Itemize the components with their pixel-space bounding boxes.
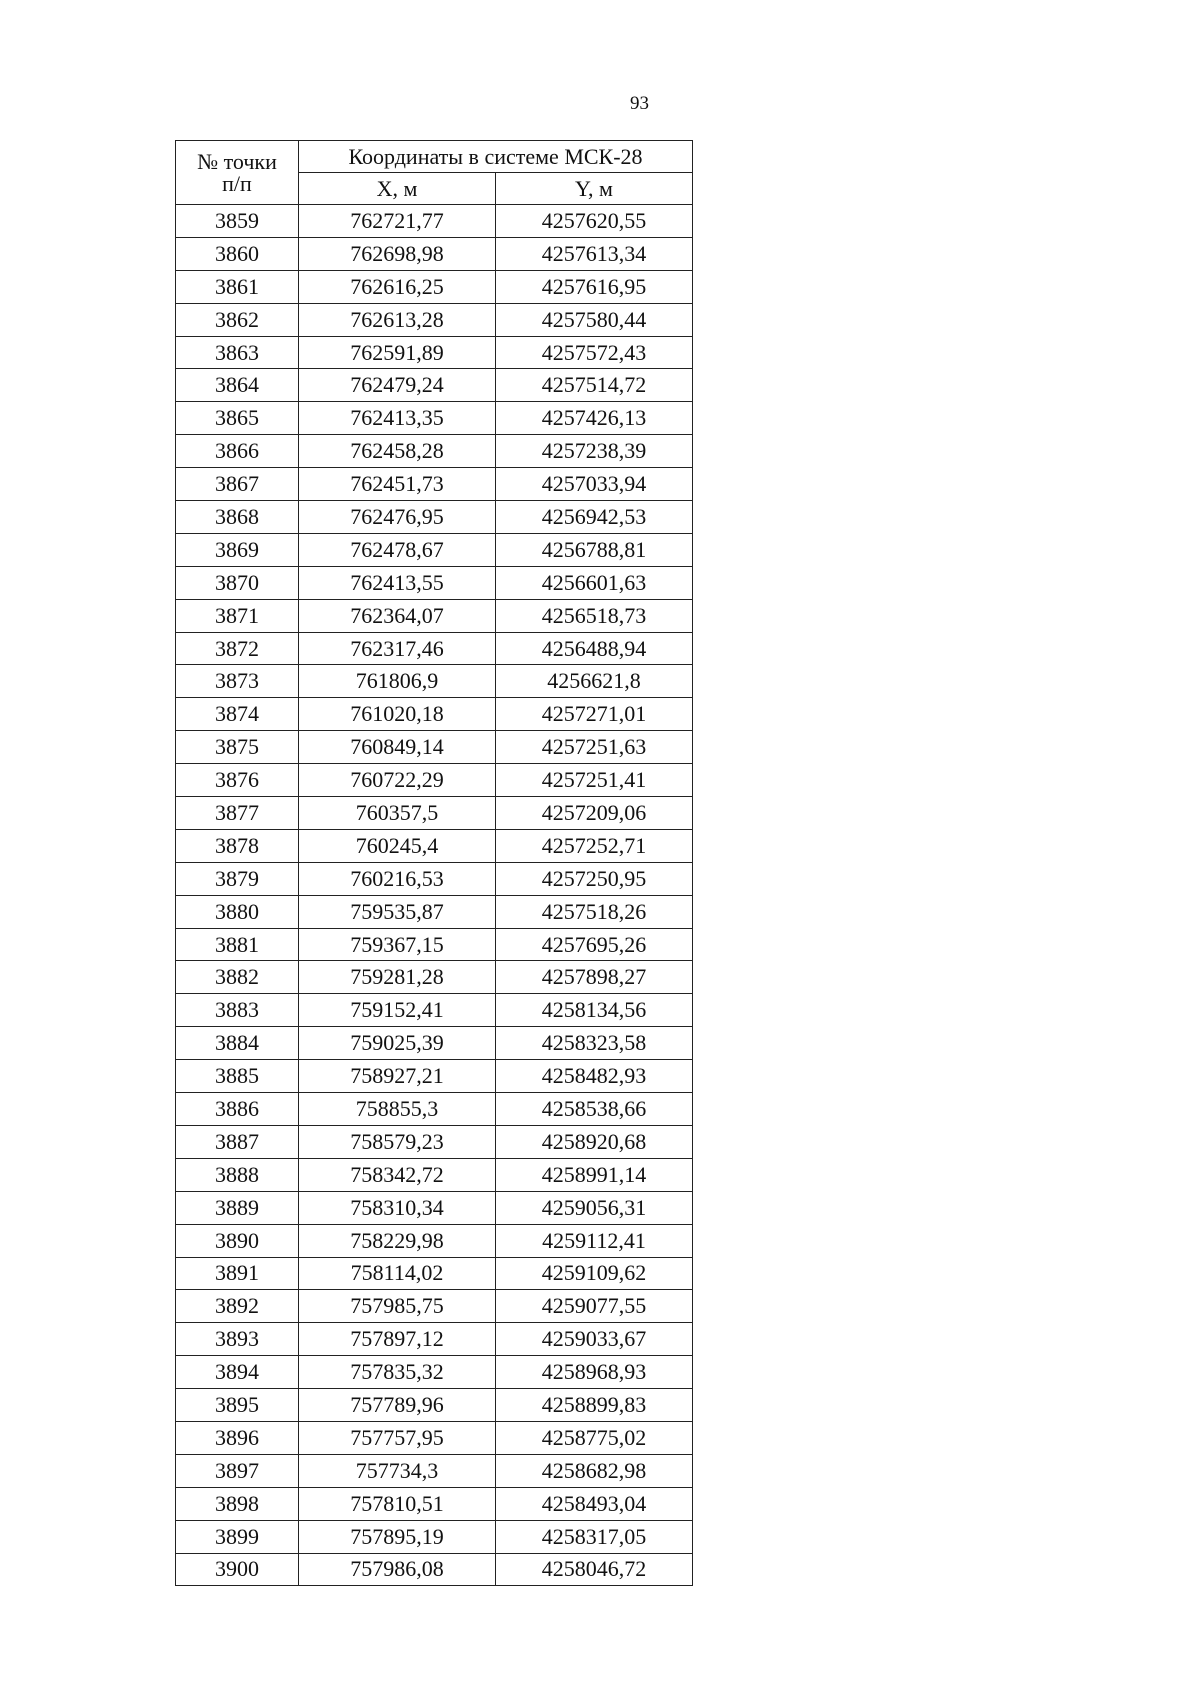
cell-point-number: 3879 — [176, 862, 299, 895]
cell-y: 4256601,63 — [496, 566, 693, 599]
table-row — [176, 1454, 693, 1487]
cell-x: 757734,3 — [299, 1454, 496, 1487]
table-row — [176, 303, 693, 336]
cell-point-number: 3872 — [176, 632, 299, 665]
table-row — [176, 1553, 693, 1586]
header-point-number — [176, 141, 299, 205]
table-row — [176, 237, 693, 270]
cell-x: 759367,15 — [299, 928, 496, 961]
cell-y: 4257695,26 — [496, 928, 693, 961]
cell-point-number: 3894 — [176, 1356, 299, 1389]
table-row — [176, 797, 693, 830]
cell-x: 757895,19 — [299, 1520, 496, 1553]
cell-x: 757985,75 — [299, 1290, 496, 1323]
table-row — [176, 468, 693, 501]
cell-x: 762479,24 — [299, 369, 496, 402]
table-row — [176, 1487, 693, 1520]
cell-y: 4258682,98 — [496, 1454, 693, 1487]
cell-x: 758855,3 — [299, 1093, 496, 1126]
cell-y: 4259077,55 — [496, 1290, 693, 1323]
header-x: X, м — [299, 173, 496, 205]
cell-point-number: 3881 — [176, 928, 299, 961]
cell-point-number: 3873 — [176, 665, 299, 698]
cell-point-number: 3860 — [176, 237, 299, 270]
cell-point-number: 3861 — [176, 270, 299, 303]
table-row — [176, 1290, 693, 1323]
cell-y: 4256788,81 — [496, 533, 693, 566]
cell-y: 4257033,94 — [496, 468, 693, 501]
cell-point-number: 3867 — [176, 468, 299, 501]
table-row — [176, 632, 693, 665]
cell-x: 759025,39 — [299, 1027, 496, 1060]
table-row — [176, 928, 693, 961]
cell-y: 4257238,39 — [496, 435, 693, 468]
header-point-number-line2: п/п — [222, 170, 252, 196]
cell-x: 759535,87 — [299, 895, 496, 928]
cell-x: 762616,25 — [299, 270, 496, 303]
cell-point-number: 3891 — [176, 1257, 299, 1290]
cell-x: 758579,23 — [299, 1125, 496, 1158]
cell-point-number: 3865 — [176, 402, 299, 435]
cell-point-number: 3869 — [176, 533, 299, 566]
cell-point-number: 3885 — [176, 1060, 299, 1093]
cell-point-number: 3900 — [176, 1553, 299, 1586]
table-row — [176, 961, 693, 994]
cell-y: 4258775,02 — [496, 1421, 693, 1454]
cell-y: 4257620,55 — [496, 205, 693, 238]
page-number: 93 — [630, 93, 649, 114]
cell-y: 4257898,27 — [496, 961, 693, 994]
cell-point-number: 3886 — [176, 1093, 299, 1126]
cell-x: 761020,18 — [299, 698, 496, 731]
cell-y: 4259112,41 — [496, 1224, 693, 1257]
cell-y: 4258968,93 — [496, 1356, 693, 1389]
cell-x: 762413,55 — [299, 566, 496, 599]
cell-x: 757810,51 — [299, 1487, 496, 1520]
cell-y: 4257518,26 — [496, 895, 693, 928]
cell-x: 762591,89 — [299, 336, 496, 369]
cell-x: 762698,98 — [299, 237, 496, 270]
cell-point-number: 3892 — [176, 1290, 299, 1323]
table-row — [176, 862, 693, 895]
cell-x: 762317,46 — [299, 632, 496, 665]
cell-point-number: 3895 — [176, 1389, 299, 1422]
cell-x: 758114,02 — [299, 1257, 496, 1290]
cell-x: 760245,4 — [299, 829, 496, 862]
cell-x: 757986,08 — [299, 1553, 496, 1586]
cell-point-number: 3871 — [176, 599, 299, 632]
cell-x: 757757,95 — [299, 1421, 496, 1454]
cell-point-number: 3896 — [176, 1421, 299, 1454]
cell-y: 4256621,8 — [496, 665, 693, 698]
cell-y: 4258317,05 — [496, 1520, 693, 1553]
cell-point-number: 3864 — [176, 369, 299, 402]
cell-x: 762458,28 — [299, 435, 496, 468]
table-header-row — [176, 141, 693, 173]
cell-x: 760722,29 — [299, 764, 496, 797]
table-row — [176, 435, 693, 468]
cell-y: 4258538,66 — [496, 1093, 693, 1126]
table-row — [176, 895, 693, 928]
cell-point-number: 3875 — [176, 731, 299, 764]
coordinates-table — [175, 140, 693, 1586]
table-row — [176, 1027, 693, 1060]
cell-point-number: 3862 — [176, 303, 299, 336]
cell-x: 758229,98 — [299, 1224, 496, 1257]
cell-y: 4259109,62 — [496, 1257, 693, 1290]
table-row — [176, 501, 693, 534]
cell-y: 4258134,56 — [496, 994, 693, 1027]
table-row — [176, 566, 693, 599]
cell-point-number: 3874 — [176, 698, 299, 731]
cell-point-number: 3883 — [176, 994, 299, 1027]
table-row — [176, 1257, 693, 1290]
cell-y: 4259033,67 — [496, 1323, 693, 1356]
cell-y: 4257613,34 — [496, 237, 693, 270]
cell-y: 4256942,53 — [496, 501, 693, 534]
table-row — [176, 829, 693, 862]
cell-x: 761806,9 — [299, 665, 496, 698]
table-row — [176, 1356, 693, 1389]
cell-point-number: 3859 — [176, 205, 299, 238]
table-row — [176, 1323, 693, 1356]
table-row — [176, 205, 693, 238]
cell-y: 4257572,43 — [496, 336, 693, 369]
cell-y: 4258920,68 — [496, 1125, 693, 1158]
table-row — [176, 1093, 693, 1126]
cell-y: 4259056,31 — [496, 1191, 693, 1224]
header-y: Y, м — [496, 173, 693, 205]
cell-y: 4257271,01 — [496, 698, 693, 731]
cell-x: 759281,28 — [299, 961, 496, 994]
cell-x: 758927,21 — [299, 1060, 496, 1093]
cell-y: 4258482,93 — [496, 1060, 693, 1093]
cell-x: 760849,14 — [299, 731, 496, 764]
cell-x: 757835,32 — [299, 1356, 496, 1389]
cell-y: 4257250,95 — [496, 862, 693, 895]
cell-y: 4258493,04 — [496, 1487, 693, 1520]
table-row — [176, 1389, 693, 1422]
cell-point-number: 3870 — [176, 566, 299, 599]
cell-x: 762478,67 — [299, 533, 496, 566]
cell-x: 762721,77 — [299, 205, 496, 238]
cell-point-number: 3893 — [176, 1323, 299, 1356]
header-point-number-line1: № точки — [197, 148, 277, 174]
cell-point-number: 3889 — [176, 1191, 299, 1224]
cell-y: 4256518,73 — [496, 599, 693, 632]
cell-y: 4257209,06 — [496, 797, 693, 830]
cell-point-number: 3877 — [176, 797, 299, 830]
cell-x: 757897,12 — [299, 1323, 496, 1356]
table-body — [176, 205, 693, 1586]
cell-point-number: 3888 — [176, 1158, 299, 1191]
cell-point-number: 3866 — [176, 435, 299, 468]
cell-y: 4257251,41 — [496, 764, 693, 797]
cell-point-number: 3868 — [176, 501, 299, 534]
header-coordinate-system: Координаты в системе МСК-28 — [299, 141, 693, 173]
cell-x: 762364,07 — [299, 599, 496, 632]
table-row — [176, 1060, 693, 1093]
cell-y: 4257252,71 — [496, 829, 693, 862]
cell-point-number: 3898 — [176, 1487, 299, 1520]
cell-y: 4258991,14 — [496, 1158, 693, 1191]
cell-x: 762413,35 — [299, 402, 496, 435]
table-row — [176, 994, 693, 1027]
table-row — [176, 1158, 693, 1191]
cell-x: 762451,73 — [299, 468, 496, 501]
cell-x: 757789,96 — [299, 1389, 496, 1422]
table-row — [176, 665, 693, 698]
cell-x: 760357,5 — [299, 797, 496, 830]
cell-y: 4257251,63 — [496, 731, 693, 764]
cell-y: 4256488,94 — [496, 632, 693, 665]
cell-point-number: 3887 — [176, 1125, 299, 1158]
table-row — [176, 336, 693, 369]
table-row — [176, 270, 693, 303]
cell-y: 4257616,95 — [496, 270, 693, 303]
cell-y: 4258899,83 — [496, 1389, 693, 1422]
table-row — [176, 599, 693, 632]
table-row — [176, 731, 693, 764]
cell-y: 4258323,58 — [496, 1027, 693, 1060]
table-row — [176, 1125, 693, 1158]
cell-x: 762476,95 — [299, 501, 496, 534]
cell-point-number: 3884 — [176, 1027, 299, 1060]
cell-y: 4257426,13 — [496, 402, 693, 435]
table-row — [176, 1520, 693, 1553]
table-row — [176, 764, 693, 797]
table-row — [176, 1191, 693, 1224]
table-row — [176, 1224, 693, 1257]
cell-point-number: 3863 — [176, 336, 299, 369]
cell-point-number: 3890 — [176, 1224, 299, 1257]
table-row — [176, 698, 693, 731]
table-row — [176, 369, 693, 402]
cell-x: 758310,34 — [299, 1191, 496, 1224]
cell-point-number: 3899 — [176, 1520, 299, 1553]
table-row — [176, 1421, 693, 1454]
cell-y: 4257580,44 — [496, 303, 693, 336]
cell-point-number: 3880 — [176, 895, 299, 928]
cell-point-number: 3897 — [176, 1454, 299, 1487]
cell-y: 4257514,72 — [496, 369, 693, 402]
cell-x: 758342,72 — [299, 1158, 496, 1191]
cell-y: 4258046,72 — [496, 1553, 693, 1586]
cell-x: 762613,28 — [299, 303, 496, 336]
cell-point-number: 3876 — [176, 764, 299, 797]
table-row — [176, 402, 693, 435]
cell-x: 760216,53 — [299, 862, 496, 895]
cell-x: 759152,41 — [299, 994, 496, 1027]
cell-point-number: 3878 — [176, 829, 299, 862]
table-row — [176, 533, 693, 566]
cell-point-number: 3882 — [176, 961, 299, 994]
